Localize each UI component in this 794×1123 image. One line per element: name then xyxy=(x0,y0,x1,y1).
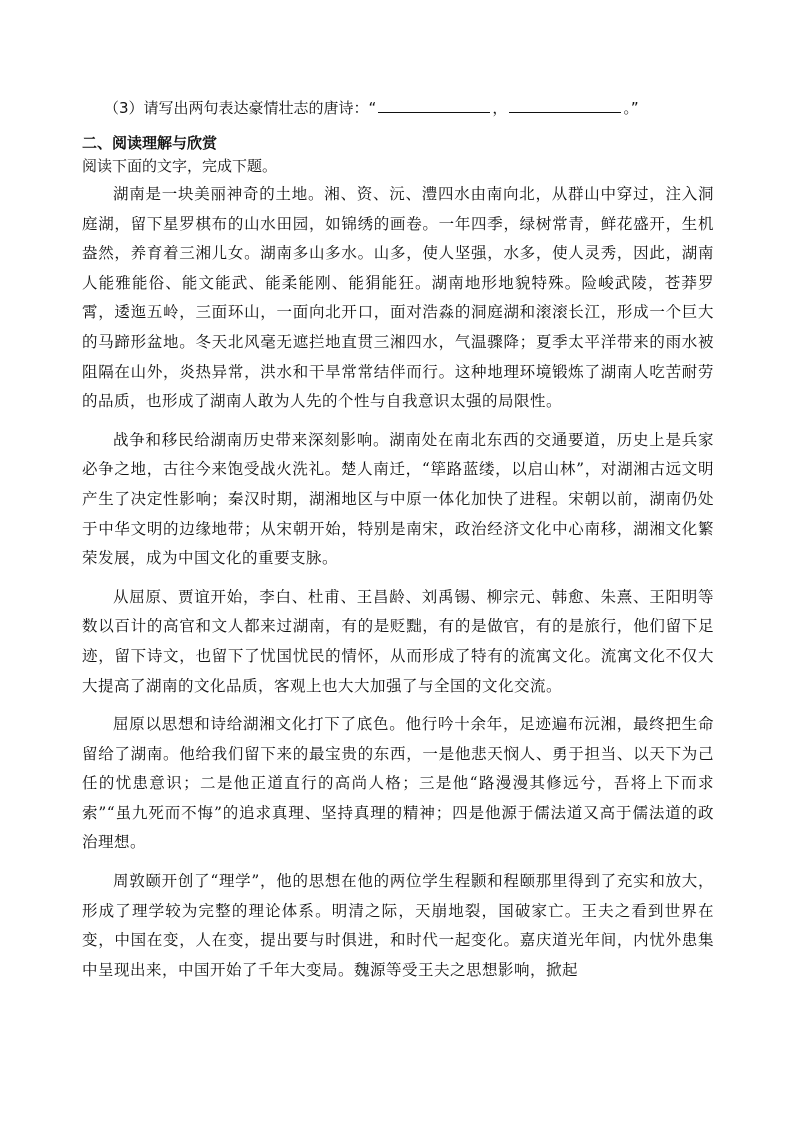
passage-paragraph: 周敦颐开创了“理学”，他的思想在他的两位学生程颢和程颐那里得到了充实和放大，形成了理学较为完整的理论体系。明清之际，天崩地裂，国破家亡。王夫之看到世界在变，中国在变，人在变，提出要与时俱进，和时代一起变化。嘉庆道光年间，内忧外患集中呈现出来，中国开始了千年大变局。魏源等受王夫之思想影响，掀起 xyxy=(82,872,714,979)
question-separator: ， xyxy=(492,99,508,117)
answer-blank-1[interactable] xyxy=(378,96,490,113)
passage-paragraph: 战争和移民给湖南历史带来深刻影响。湖南处在南北东西的交通要道，历史上是兵家必争之地，古往今来饱受战火洗礼。楚人南迁，“筚路蓝缕，以启山林”，对湖湘古远文明产生了决定性影响；秦汉时期，湖湘地区与中原一体化加快了进程。宋朝以前，湖南仍处于中华文明的边缘地带；从宋朝开始，特别是南宋，政治经济文化中心南移，湖湘文化繁荣发展，成为中国文化的重要支脉。 xyxy=(82,430,714,568)
fill-in-question xyxy=(104,96,744,119)
passage-paragraph: 屈原以思想和诗给湖湘文化打下了底色。他行吟十余年，足迹遍布沅湘，最终把生命留给了湖南。他给我们留下来的最宝贵的东西，一是他悲天悯人、勇于担当、以天下为己任的忧患意识；二是他正道直行的高尚人格；三是他“路漫漫其修远兮，吾将上下而求索”“虽九死而不悔”的追求真理、坚持真理的精神；四是他源于儒法道又高于儒法道的政治理想。 xyxy=(82,715,714,852)
section-heading: 二、阅读理解与欣赏 xyxy=(82,134,218,152)
passage-paragraph: 从屈原、贾谊开始，李白、杜甫、王昌龄、刘禹锡、柳宗元、韩愈、朱熹、王阳明等数以百计的高官和文人都来过湖南，有的是贬黜，有的是做官，有的是旅行，他们留下足迹，留下诗文，也留下了忧国忧民的情怀，从而形成了特有的流寓文化。流寓文化不仅大大提高了湖南的文化品质，客观上也大大加强了与全国的文化交流。 xyxy=(82,587,714,695)
question-prefix: （3）请写出两句表达豪情壮志的唐诗：“ xyxy=(104,99,377,117)
reading-instruction: 阅读下面的文字，完成下题。 xyxy=(82,157,278,175)
question-suffix: 。” xyxy=(623,99,639,117)
reading-passage xyxy=(82,180,714,994)
answer-blank-2[interactable] xyxy=(509,96,621,113)
passage-paragraph: 湖南是一块美丽神奇的土地。湘、资、沅、澧四水由南向北，从群山中穿过，注入洞庭湖，留下星罗棋布的山水田园，如锦绣的画卷。一年四季，绿树常青，鲜花盛开，生机盎然，养育着三湘儿女。湖南多山多水。山多，使人坚强，水多，使人灵秀，因此，湖南人能雅能俗、能文能武、能柔能刚、能狷能狂。湖南地形地貌特殊。险峻武陵，苍莽罗霄，逶迤五岭，三面环山，一面向北开口，面对浩淼的洞庭湖和滚滚长江，形成一个巨大的马蹄形盆地。冬天北风毫无遮拦地直贯三湘四水，气温骤降；夏季太平洋带来的雨水被阻隔在山外，炎热异常，洪水和干旱常常结伴而行。这种地理环境锻炼了湖南人吃苦耐劳的品质，也形成了湖南人敢为人先的个性与自我意识太强的局限性。 xyxy=(82,185,714,411)
